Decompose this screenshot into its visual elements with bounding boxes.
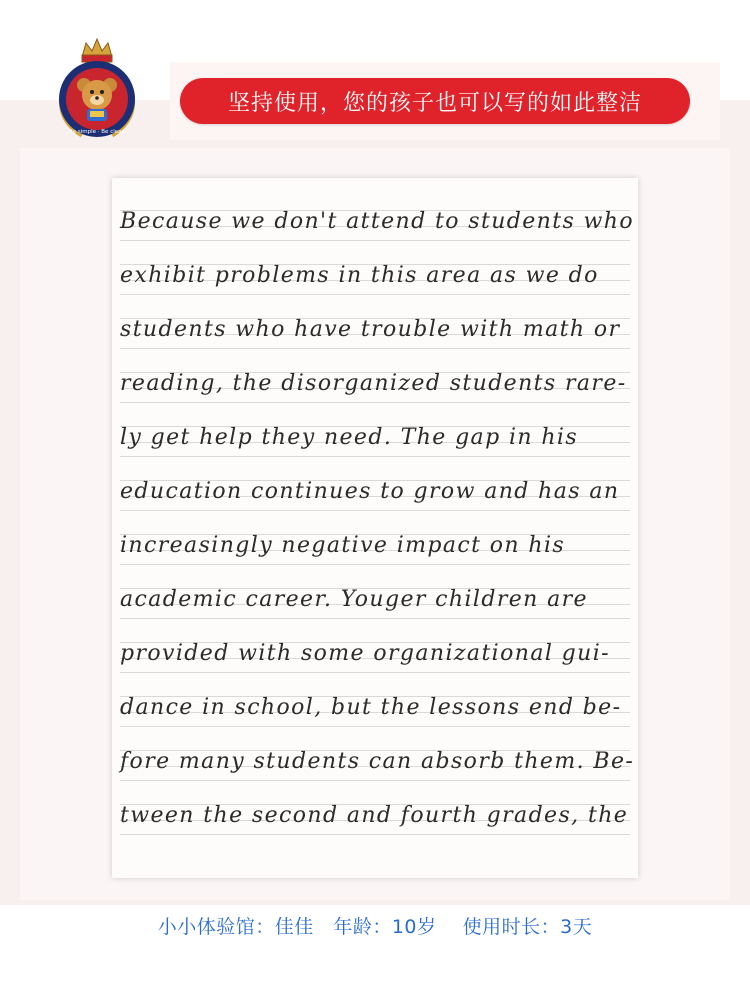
handwriting-line: dance in school, but the lessons end be- xyxy=(120,695,622,720)
headline-text: 坚持使用，您的孩子也可以写的如此整洁 xyxy=(227,90,642,116)
handwriting-line: fore many students can absorb them. Be- xyxy=(120,749,635,774)
handwriting-line: Because we don't attend to students who xyxy=(120,209,635,234)
caption-text: 小小体验馆：佳佳 年龄：10岁 使用时长：3天 xyxy=(157,916,593,938)
experience-caption xyxy=(0,912,750,939)
headline-banner xyxy=(180,78,690,124)
bear-crest-icon xyxy=(52,35,142,145)
brand-logo xyxy=(52,35,142,145)
handwriting-line: reading, the disorganized students rare- xyxy=(120,371,627,396)
handwriting-line: ly get help they need. The gap in his xyxy=(120,425,579,450)
handwriting-line: provided with some organizational gui- xyxy=(120,641,610,666)
handwriting-paper xyxy=(112,178,638,878)
handwriting-line: increasingly negative impact on his xyxy=(120,533,566,558)
handwriting-line: education continues to grow and has an xyxy=(120,479,620,504)
handwriting-line: academic career. Youger children are xyxy=(120,587,588,612)
handwriting-line: tween the second and fourth grades, the xyxy=(120,803,629,828)
svg-text:Be simple · Be clean: Be simple · Be clean xyxy=(68,129,126,135)
handwriting-line: students who have trouble with math or xyxy=(120,317,621,342)
handwriting-line: exhibit problems in this area as we do xyxy=(120,263,599,288)
